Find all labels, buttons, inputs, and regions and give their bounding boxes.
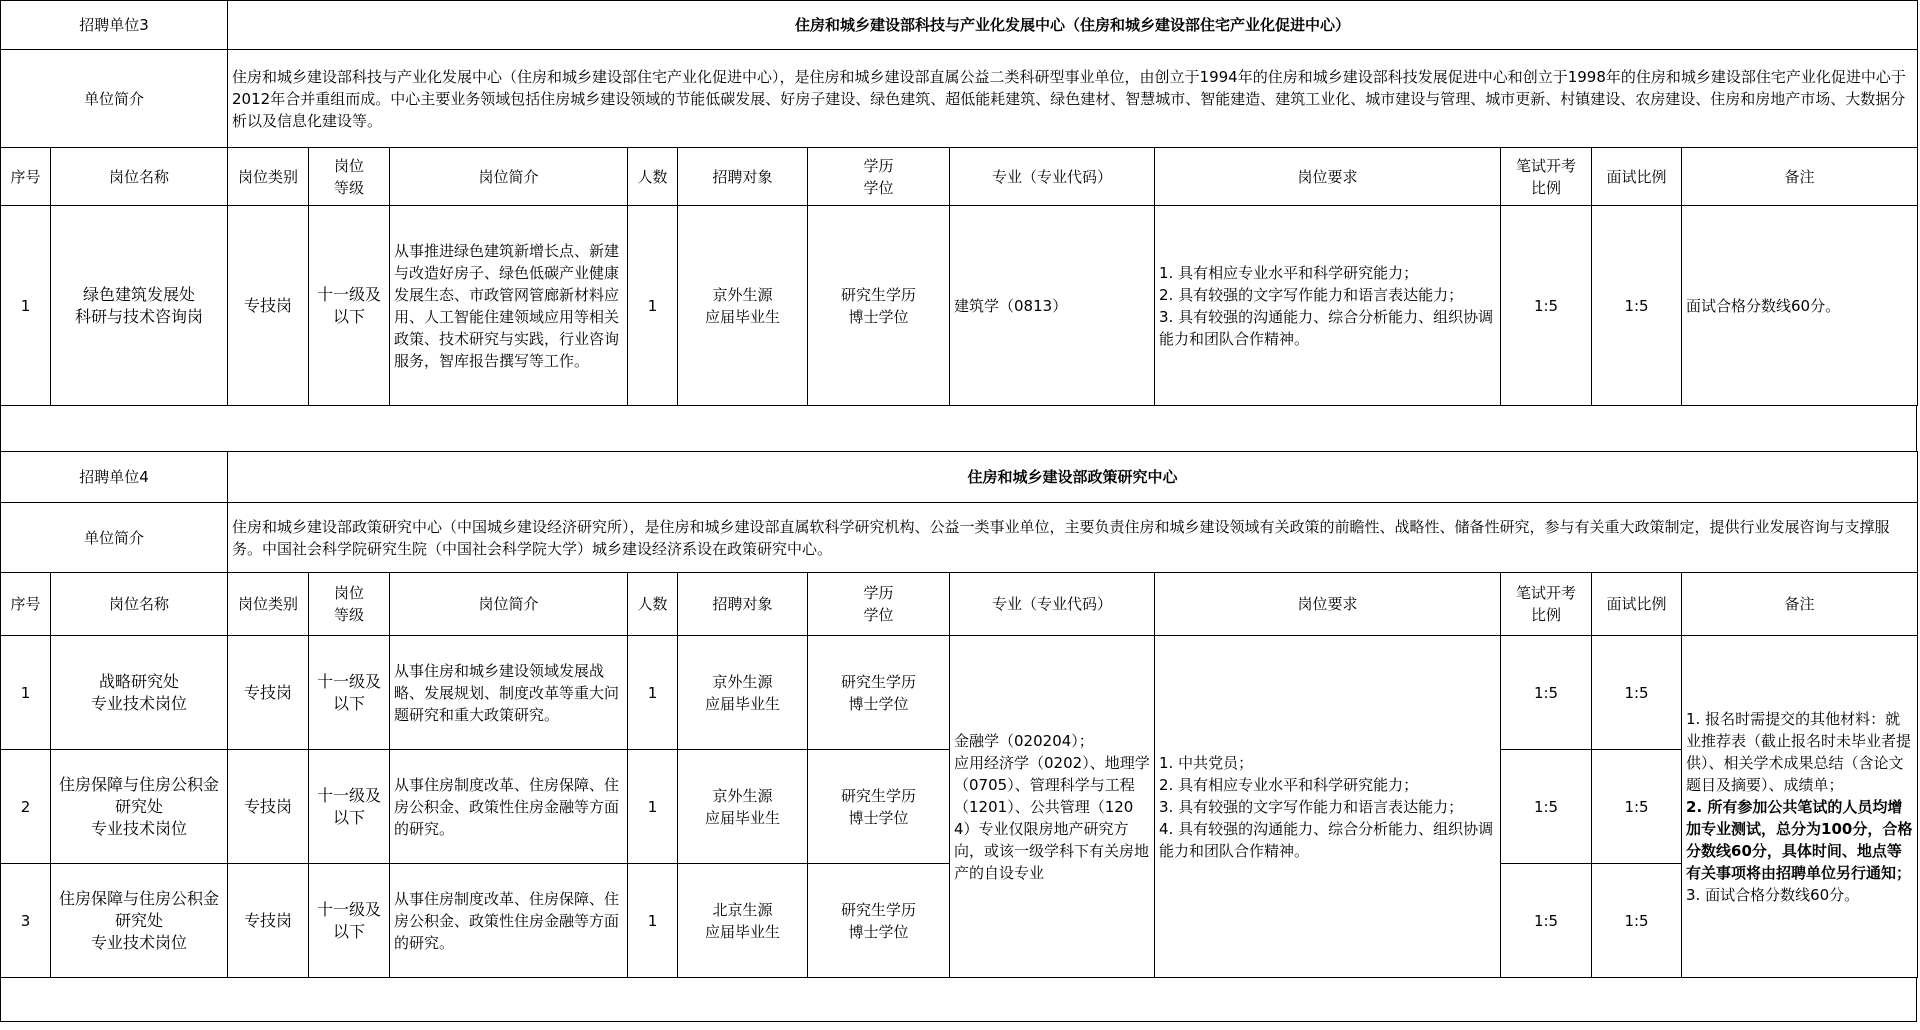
unit4-table [0, 451, 1918, 978]
row-grade: 十一级及以下 [309, 636, 390, 750]
header-major: 专业（专业代码） [950, 148, 1155, 206]
row-req: 1. 中共党员； 2. 具有相应专业水平和科学研究能力； 3. 具有较强的文字写作能力和语言表达能力； 4. 具有较强的沟通能力、综合分析能力、组织协调能力和团队合作精神。 [1155, 636, 1501, 978]
row-post: 住房保障与住房公积金研究处 专业技术岗位 [51, 750, 228, 864]
row-interview-ratio: 1:5 [1592, 750, 1682, 864]
header-desc: 岗位简介 [390, 148, 628, 206]
header-count: 人数 [628, 573, 678, 636]
row-category: 专技岗 [228, 864, 309, 978]
unit4-name: 住房和城乡建设部政策研究中心 [228, 452, 1918, 503]
header-notes: 备注 [1682, 573, 1918, 636]
header-category: 岗位类别 [228, 573, 309, 636]
row-interview-ratio: 1:5 [1592, 864, 1682, 978]
header-major: 专业（专业代码） [950, 573, 1155, 636]
row-major: 建筑学（0813） [950, 206, 1155, 406]
row-desc: 从事住房制度改革、住房保障、住房公积金、政策性住房金融等方面的研究。 [390, 864, 628, 978]
note-2: 2. 所有参加公共笔试的人员均增加专业测试，总分为100分，合格分数线60分，具体时间、地点等有关事项将由招聘单位另行通知； [1686, 797, 1913, 882]
unit3-table [0, 0, 1918, 406]
unit3-intro-label: 单位简介 [1, 50, 228, 148]
row-count: 1 [628, 750, 678, 864]
row-grade: 十一级及以下 [309, 750, 390, 864]
header-exam-ratio: 笔试开考 比例 [1501, 573, 1592, 636]
header-desc: 岗位简介 [390, 573, 628, 636]
unit4-intro-label: 单位简介 [1, 503, 228, 573]
row-degree: 研究生学历 博士学位 [808, 864, 950, 978]
header-exam-ratio: 笔试开考 比例 [1501, 148, 1592, 206]
header-post: 岗位名称 [51, 573, 228, 636]
row-no: 2 [1, 750, 51, 864]
row-degree: 研究生学历 博士学位 [808, 636, 950, 750]
row-exam-ratio: 1:5 [1501, 206, 1592, 406]
header-grade: 岗位 等级 [309, 148, 390, 206]
row-desc: 从事住房和城乡建设领域发展战略、发展规划、制度改革等重大问题研究和重大政策研究。 [390, 636, 628, 750]
row-interview-ratio: 1:5 [1592, 206, 1682, 406]
row-interview-ratio: 1:5 [1592, 636, 1682, 750]
header-degree: 学历 学位 [808, 573, 950, 636]
row-target: 京外生源 应届毕业生 [678, 636, 808, 750]
row-category: 专技岗 [228, 636, 309, 750]
row-exam-ratio: 1:5 [1501, 864, 1592, 978]
row-post: 战略研究处 专业技术岗位 [51, 636, 228, 750]
row-post: 绿色建筑发展处 科研与技术咨询岗 [51, 206, 228, 406]
row-degree: 研究生学历 博士学位 [808, 750, 950, 864]
header-target: 招聘对象 [678, 573, 808, 636]
row-major: 金融学（020204）； 应用经济学（0202）、地理学（0705）、管理科学与工程（1201）、公共管理（1204）专业仅限房地产研究方向，或该一级学科下有关房地产的自设专业 [950, 636, 1155, 978]
spacer-row [0, 405, 1917, 451]
row-exam-ratio: 1:5 [1501, 636, 1592, 750]
row-grade: 十一级及以下 [309, 864, 390, 978]
note-3: 3. 面试合格分数线60分。 [1686, 885, 1860, 904]
row-desc: 从事住房制度改革、住房保障、住房公积金、政策性住房金融等方面的研究。 [390, 750, 628, 864]
row-category: 专技岗 [228, 206, 309, 406]
header-no: 序号 [1, 148, 51, 206]
row-no: 3 [1, 864, 51, 978]
header-req: 岗位要求 [1155, 148, 1501, 206]
table-row [1, 636, 1918, 750]
row-target: 京外生源 应届毕业生 [678, 206, 808, 406]
row-grade: 十一级及以下 [309, 206, 390, 406]
unit3-intro-text: 住房和城乡建设部科技与产业化发展中心（住房和城乡建设部住宅产业化促进中心），是住房和城乡建设部直属公益二类科研型事业单位，由创立于1994年的住房和城乡建设部科技发展促进中心和创立于1998年的住房和城乡建设部住宅产业化促进中心于2012年合并重组而成。中心主要业务领域包括住房城乡建设领域的节能低碳发展、好房子建设、绿色建筑、超低能耗建筑、绿色建材、智慧城市、智能建造、建筑工业化、城市建设与管理、城市更新、村镇建设、农房建设、住房和房地产市场、大数据分析以及信息化建设等。 [228, 50, 1918, 148]
header-interview-ratio: 面试比例 [1592, 148, 1682, 206]
row-target: 北京生源 应届毕业生 [678, 864, 808, 978]
header-post: 岗位名称 [51, 148, 228, 206]
row-count: 1 [628, 206, 678, 406]
row-no: 1 [1, 206, 51, 406]
header-target: 招聘对象 [678, 148, 808, 206]
row-count: 1 [628, 636, 678, 750]
row-desc: 从事推进绿色建筑新增长点、新建与改造好房子、绿色低碳产业健康发展生态、市政管网管廊新材料应用、人工智能住建领域应用等相关政策、技术研究与实践，行业咨询服务，智库报告撰写等工作。 [390, 206, 628, 406]
row-exam-ratio: 1:5 [1501, 750, 1592, 864]
row-target: 京外生源 应届毕业生 [678, 750, 808, 864]
row-degree: 研究生学历 博士学位 [808, 206, 950, 406]
table-row [1, 206, 1918, 406]
row-no: 1 [1, 636, 51, 750]
note-1: 1. 报名时需提交的其他材料：就业推荐表（截止报名时未毕业者提供）、相关学术成果总结（含论文题目及摘要）、成绩单； [1686, 709, 1912, 794]
unit3-name: 住房和城乡建设部科技与产业化发展中心（住房和城乡建设部住宅产业化促进中心） [228, 1, 1918, 50]
row-notes: 面试合格分数线60分。 [1682, 206, 1918, 406]
header-category: 岗位类别 [228, 148, 309, 206]
row-post: 住房保障与住房公积金研究处 专业技术岗位 [51, 864, 228, 978]
row-count: 1 [628, 864, 678, 978]
header-grade: 岗位 等级 [309, 573, 390, 636]
header-req: 岗位要求 [1155, 573, 1501, 636]
header-no: 序号 [1, 573, 51, 636]
header-count: 人数 [628, 148, 678, 206]
row-category: 专技岗 [228, 750, 309, 864]
header-notes: 备注 [1682, 148, 1918, 206]
row-req: 1. 具有相应专业水平和科学研究能力； 2. 具有较强的文字写作能力和语言表达能力； 3. 具有较强的沟通能力、综合分析能力、组织协调能力和团队合作精神。 [1155, 206, 1501, 406]
unit3-label: 招聘单位3 [1, 1, 228, 50]
trailing-empty-row [0, 978, 1917, 1022]
header-interview-ratio: 面试比例 [1592, 573, 1682, 636]
row-notes [1682, 636, 1918, 978]
header-degree: 学历 学位 [808, 148, 950, 206]
unit4-label: 招聘单位4 [1, 452, 228, 503]
unit4-intro-text: 住房和城乡建设部政策研究中心（中国城乡建设经济研究所），是住房和城乡建设部直属软科学研究机构、公益一类事业单位，主要负责住房和城乡建设领域有关政策的前瞻性、战略性、储备性研究，参与有关重大政策制定，提供行业发展咨询与支撑服务。中国社会科学院研究生院（中国社会科学院大学）城乡建设经济系设在政策研究中心。 [228, 503, 1918, 573]
